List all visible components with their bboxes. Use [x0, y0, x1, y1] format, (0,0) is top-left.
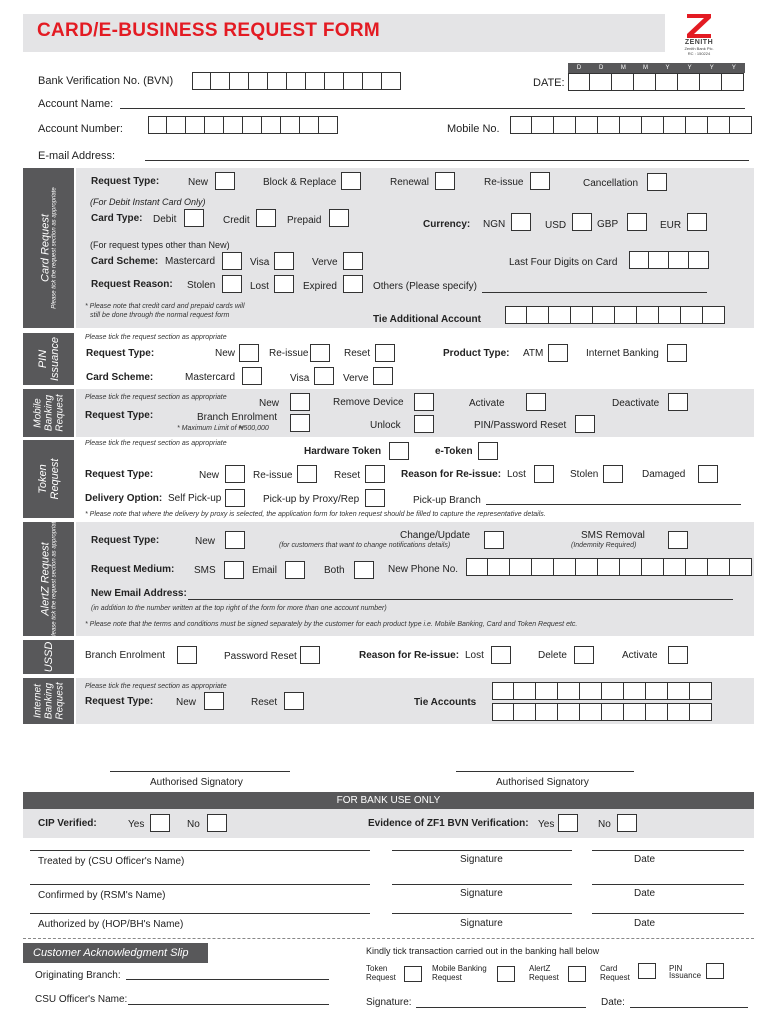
credit-checkbox[interactable]	[256, 209, 276, 227]
ussd-lost-checkbox[interactable]	[491, 646, 511, 664]
mobile-unlock: Unlock	[370, 420, 401, 431]
card-request-type-label: Request Type:	[91, 176, 160, 187]
product-internet-banking: Internet Banking	[586, 348, 659, 359]
card-type-credit: Credit	[223, 215, 250, 226]
token-lost-checkbox[interactable]	[534, 465, 554, 483]
pin-mastercard: Mastercard	[185, 372, 236, 383]
currency-usd: USD	[545, 220, 567, 231]
card-scheme-label: Card Scheme:	[91, 256, 159, 267]
authorized-signature-label: Signature	[460, 918, 503, 929]
change-update-checkbox[interactable]	[484, 531, 504, 549]
pin-verve: Verve	[343, 373, 369, 384]
etoken-checkbox[interactable]	[478, 442, 498, 460]
treated-by-field[interactable]	[30, 850, 370, 851]
confirmed-date-label: Date	[634, 888, 656, 899]
signatory-left-line[interactable]	[110, 771, 290, 772]
csu-officer-field[interactable]	[128, 1004, 329, 1005]
ussd-activate-checkbox[interactable]	[668, 646, 688, 664]
card-block-checkbox[interactable]	[341, 172, 361, 190]
confirmed-date-field[interactable]	[592, 884, 744, 885]
token-stolen-checkbox[interactable]	[603, 465, 623, 483]
prepaid-checkbox[interactable]	[329, 209, 349, 227]
cip-yes: Yes	[128, 819, 145, 830]
mobile-input[interactable]	[510, 116, 752, 134]
date-letter: D	[576, 65, 582, 71]
request-medium-label: Request Medium:	[91, 564, 175, 575]
delivery-label: Delivery Option:	[85, 493, 163, 504]
authorized-date-field[interactable]	[592, 913, 744, 914]
others-field[interactable]	[482, 292, 707, 293]
slip-title-bar	[23, 943, 208, 963]
expired-checkbox[interactable]	[343, 275, 363, 293]
pin-new-checkbox[interactable]	[239, 344, 259, 362]
logo-sub1: Zenith Bank Plc.	[684, 46, 714, 51]
card-type-debit: Debit	[153, 214, 177, 225]
card-opt-renewal: Renewal	[390, 177, 429, 188]
slip-signature-label: Signature:	[366, 997, 412, 1008]
usd-checkbox[interactable]	[572, 213, 592, 231]
zenith-z-icon	[684, 13, 714, 39]
evidence-no-checkbox[interactable]	[617, 814, 637, 832]
token-side	[23, 440, 74, 518]
pin-opt-reissue: Re-issue	[269, 348, 309, 359]
account-name-label: Account Name:	[38, 98, 114, 110]
slip-date-label: Date:	[601, 997, 625, 1008]
eur-checkbox[interactable]	[687, 213, 707, 231]
pin-card-scheme-label: Card Scheme:	[86, 372, 154, 383]
mobile-activate-checkbox[interactable]	[526, 393, 546, 411]
internet-opt-reset: Reset	[251, 697, 278, 708]
pin-opt-new: New	[215, 348, 236, 359]
signatory-right-line[interactable]	[456, 771, 634, 772]
both-checkbox[interactable]	[354, 561, 374, 579]
alertz-email-note: (in addition to the number written at the top right of the form for more than one account number)	[91, 605, 387, 612]
unlock-checkbox[interactable]	[414, 415, 434, 433]
card-opt-new: New	[188, 177, 209, 188]
currency-label: Currency:	[423, 219, 471, 230]
pin-mastercard-checkbox[interactable]	[242, 367, 262, 385]
new-phone-label: New Phone No.	[388, 564, 459, 575]
reason-lost: Lost	[250, 281, 269, 292]
token-damaged-checkbox[interactable]	[698, 465, 718, 483]
ussd-branch-checkbox[interactable]	[177, 646, 197, 664]
token-note: Please tick the request section as appropriate	[85, 440, 227, 447]
slip-card-l1: Card	[600, 964, 618, 973]
cip-verified-label: CIP Verified:	[38, 818, 97, 829]
card-note-2: still be done through the normal request form	[90, 312, 230, 319]
tie-account-label: Tie Additional Account	[373, 314, 481, 325]
bvn-label: Bank Verification No. (BVN)	[38, 75, 174, 87]
pin-note: Please tick the request section as appropriate	[85, 334, 227, 341]
account-number-label: Account Number:	[38, 123, 123, 135]
bank-use-header	[23, 792, 754, 809]
card-new-checkbox[interactable]	[215, 172, 235, 190]
treated-by-label: Treated by (CSU Officer's Name)	[38, 856, 185, 867]
pin-request-type-label: Request Type:	[86, 348, 155, 359]
card-opt-reissue: Re-issue	[484, 177, 524, 188]
pin-reissue-checkbox[interactable]	[310, 344, 330, 362]
mobile-opt-new: New	[259, 398, 280, 409]
proxy-pickup-checkbox[interactable]	[365, 489, 385, 507]
signatory-right-label: Authorised Signatory	[496, 777, 589, 788]
others-label: Others (Please specify)	[373, 281, 477, 292]
slip-instruction: Kindly tick transaction carried out in the banking hall below	[366, 946, 600, 956]
authorized-signature-field[interactable]	[392, 913, 572, 914]
hardware-token-checkbox[interactable]	[389, 442, 409, 460]
confirmed-signature-label: Signature	[460, 888, 503, 899]
remove-device-checkbox[interactable]	[414, 393, 434, 411]
token-side-title: Token Request	[36, 458, 61, 500]
visa-checkbox[interactable]	[274, 252, 294, 270]
date-letter: M	[620, 65, 626, 71]
bvn-input[interactable]	[192, 72, 401, 90]
logo-text: ZENITH	[684, 39, 714, 46]
mobile-new-checkbox[interactable]	[290, 393, 310, 411]
ngn-checkbox[interactable]	[511, 213, 531, 231]
ussd-password-reset-checkbox[interactable]	[300, 646, 320, 664]
gbp-checkbox[interactable]	[627, 213, 647, 231]
alertz-request-type-label: Request Type:	[91, 535, 160, 546]
branch-enrolment-checkbox[interactable]	[290, 414, 310, 432]
ussd-delete-checkbox[interactable]	[574, 646, 594, 664]
date-input[interactable]	[568, 73, 744, 91]
zenith-logo	[676, 13, 722, 65]
evidence-yes-checkbox[interactable]	[558, 814, 578, 832]
ussd-side-title: USSD	[42, 641, 55, 673]
token-footnote: * Please note that where the delivery by proxy is selected, the application form for token request should be filled to capture the representative details.	[85, 511, 546, 518]
email-label: E-mail Address:	[38, 150, 116, 162]
alertz-side-title: AlertZ Request	[39, 542, 51, 616]
slip-pin-l2: Issuance	[669, 971, 702, 980]
pin-opt-reset: Reset	[344, 348, 371, 359]
mobile-side-title: Mobile Banking Request	[32, 394, 65, 432]
token-new-checkbox[interactable]	[225, 465, 245, 483]
lost-checkbox[interactable]	[274, 275, 294, 293]
token-opt-new: New	[199, 470, 220, 481]
alertz-change-note: (for customers that want to change notifications details)	[279, 542, 451, 549]
confirmed-by-field[interactable]	[30, 884, 370, 885]
mastercard-checkbox[interactable]	[222, 252, 242, 270]
token-reason-label: Reason for Re-issue:	[401, 469, 502, 480]
currency-eur: EUR	[660, 220, 682, 231]
mobile-max-limit: * Maximum Limit of ₦500,000	[177, 425, 269, 432]
slip-date-field[interactable]	[630, 1007, 748, 1008]
internet-opt-new: New	[176, 697, 197, 708]
internet-side-title: Internet Banking Request	[32, 682, 65, 720]
date-letter: Y	[687, 65, 692, 71]
request-reason-label: Request Reason:	[91, 279, 173, 290]
debit-checkbox[interactable]	[184, 209, 204, 227]
pin-visa-checkbox[interactable]	[314, 367, 334, 385]
originating-branch-field[interactable]	[126, 979, 329, 980]
tie-account-input[interactable]	[505, 306, 725, 324]
scheme-visa: Visa	[250, 257, 270, 268]
slip-token-checkbox[interactable]	[404, 966, 422, 982]
card-cancellation-checkbox[interactable]	[647, 173, 667, 191]
verve-checkbox[interactable]	[343, 252, 363, 270]
pin-password-reset-checkbox[interactable]	[575, 415, 595, 433]
card-opt-cancellation: Cancellation	[583, 178, 639, 189]
pin-verve-checkbox[interactable]	[373, 367, 393, 385]
alertz-new-checkbox[interactable]	[225, 531, 245, 549]
mobile-pin-reset: PIN/Password Reset	[474, 420, 567, 431]
slip-token-l1: Token	[366, 964, 388, 973]
sms-checkbox[interactable]	[224, 561, 244, 579]
ussd-reason-lost: Lost	[465, 650, 484, 661]
pin-visa: Visa	[290, 373, 310, 384]
slip-pin-l1: PIN	[669, 964, 683, 973]
alertz-new: New	[195, 536, 216, 547]
account-number-input[interactable]	[148, 116, 338, 134]
mobile-note: Please tick the request section as appropriate	[85, 394, 227, 401]
token-opt-reissue: Re-issue	[253, 470, 293, 481]
mobile-opt-deactivate: Deactivate	[612, 398, 660, 409]
currency-gbp: GBP	[597, 219, 619, 230]
pin-side-title: PIN Issuance	[36, 336, 61, 382]
confirmed-by-label: Confirmed by (RSM's Name)	[38, 890, 166, 901]
slip-pin-checkbox[interactable]	[706, 963, 724, 979]
token-reason-stolen: Stolen	[570, 469, 599, 480]
page-title: CARD/E-BUSINESS REQUEST FORM	[37, 20, 381, 41]
tie-accounts-row-2[interactable]	[492, 703, 712, 721]
token-reason-lost: Lost	[507, 469, 526, 480]
mobile-branch-enrolment: Branch Enrolment	[197, 412, 278, 423]
slip-alertz-checkbox[interactable]	[568, 966, 586, 982]
product-atm: ATM	[523, 348, 544, 359]
delivery-branch: Pick-up Branch	[413, 495, 481, 506]
slip-alertz-l1: AlertZ	[529, 964, 551, 973]
self-pickup-checkbox[interactable]	[225, 489, 245, 507]
mobile-label: Mobile No.	[447, 123, 500, 135]
email-field[interactable]	[145, 160, 749, 161]
last-four-input[interactable]	[629, 251, 709, 269]
hardware-token-label: Hardware Token	[304, 446, 382, 457]
tie-accounts-label: Tie Accounts	[414, 697, 477, 708]
delivery-proxy: Pick-up by Proxy/Rep	[263, 494, 360, 505]
evidence-no: No	[598, 819, 611, 830]
cip-yes-checkbox[interactable]	[150, 814, 170, 832]
token-opt-reset: Reset	[334, 470, 361, 481]
internet-side	[23, 678, 74, 724]
treated-signature-label: Signature	[460, 854, 503, 865]
mobile-opt-remove-device: Remove Device	[333, 397, 404, 408]
alertz-indemnity: (Indemnity Required)	[571, 542, 637, 549]
card-opt-block: Block & Replace	[263, 177, 337, 188]
internet-reset-checkbox[interactable]	[284, 692, 304, 710]
token-reissue-checkbox[interactable]	[297, 465, 317, 483]
slip-mobile-checkbox[interactable]	[497, 966, 515, 982]
card-type-label: Card Type:	[91, 213, 143, 224]
last-four-label: Last Four Digits on Card	[509, 257, 618, 268]
mobile-deactivate-checkbox[interactable]	[668, 393, 688, 411]
date-header-bar	[568, 63, 745, 73]
ussd-reason-delete: Delete	[538, 650, 567, 661]
authorized-by-field[interactable]	[30, 913, 370, 914]
evidence-label: Evidence of ZF1 BVN Verification:	[368, 818, 529, 829]
internet-new-checkbox[interactable]	[204, 692, 224, 710]
confirmed-signature-field[interactable]	[392, 884, 572, 885]
ussd-reason-label: Reason for Re-issue:	[359, 650, 460, 661]
alertz-side-sub: Please tick the request section as appropriate	[51, 518, 57, 640]
slip-mobile-l1: Mobile Banking	[432, 964, 487, 973]
card-type-prepaid: Prepaid	[287, 215, 322, 226]
card-renewal-checkbox[interactable]	[435, 172, 455, 190]
authorized-date-label: Date	[634, 918, 656, 929]
treated-date-label: Date	[634, 854, 656, 865]
pin-side	[23, 333, 74, 385]
mobile-opt-activate: Activate	[469, 398, 505, 409]
slip-alertz-l2: Request	[529, 973, 559, 982]
medium-email: Email	[252, 565, 278, 576]
card-note-1: * Please note that credit card and prepaid cards will	[85, 303, 245, 310]
etoken-label: e-Token	[435, 446, 473, 457]
evidence-yes: Yes	[538, 819, 555, 830]
date-letter: Y	[709, 65, 714, 71]
scheme-mastercard: Mastercard	[165, 256, 216, 267]
internet-banking-checkbox[interactable]	[667, 344, 687, 362]
slip-card-l2: Request	[600, 973, 630, 982]
card-request-side-title: Card Request	[39, 214, 51, 282]
delivery-self: Self Pick-up	[168, 493, 222, 504]
signatory-left-label: Authorised Signatory	[150, 777, 243, 788]
new-email-field[interactable]	[188, 599, 733, 600]
mobile-side	[23, 389, 74, 437]
internet-note: Please tick the request section as appropriate	[85, 683, 227, 690]
pin-reset-checkbox[interactable]	[375, 344, 395, 362]
csu-officer-label: CSU Officer's Name:	[35, 994, 128, 1005]
atm-checkbox[interactable]	[548, 344, 568, 362]
alertz-side	[23, 518, 74, 640]
medium-sms: SMS	[194, 565, 216, 576]
new-email-label: New Email Address:	[91, 588, 187, 599]
token-reason-damaged: Damaged	[642, 469, 686, 480]
token-reset-checkbox[interactable]	[365, 465, 385, 483]
date-letter: D	[599, 65, 604, 71]
date-letter: M	[642, 65, 648, 71]
product-type-label: Product Type:	[443, 348, 510, 359]
pickup-branch-field[interactable]	[486, 504, 741, 505]
internet-request-type-label: Request Type:	[85, 696, 154, 707]
stolen-checkbox[interactable]	[222, 275, 242, 293]
alertz-terms-note: * Please note that the terms and conditions must be signed separately by the customer for each product type i.e. Mobile Banking, Card and Token Request etc.	[85, 621, 578, 628]
slip-cut-line	[23, 938, 754, 939]
alertz-change-update: Change/Update	[400, 530, 471, 541]
debit-note: (For Debit Instant Card Only)	[90, 197, 206, 207]
treated-date-field[interactable]	[592, 850, 744, 851]
scheme-note: (For request types other than New)	[90, 240, 230, 250]
ussd-side	[23, 640, 74, 674]
account-name-field[interactable]	[120, 108, 745, 109]
slip-title: Customer Acknowledgment Slip	[33, 947, 189, 959]
card-reissue-checkbox[interactable]	[530, 172, 550, 190]
reason-expired: Expired	[303, 281, 337, 292]
slip-token-l2: Request	[366, 973, 396, 982]
slip-card-checkbox[interactable]	[638, 963, 656, 979]
treated-signature-field[interactable]	[392, 850, 572, 851]
logo-sub2: RC : 150224	[687, 51, 711, 56]
ussd-reason-activate: Activate	[622, 650, 658, 661]
card-request-side	[23, 168, 74, 328]
date-label: DATE:	[533, 77, 565, 89]
reason-stolen: Stolen	[187, 280, 216, 291]
authorized-by-label: Authorized by (HOP/BH's Name)	[38, 919, 184, 930]
sms-removal-checkbox[interactable]	[668, 531, 688, 549]
slip-mobile-l2: Request	[432, 973, 462, 982]
date-letter: Y	[731, 65, 736, 71]
new-phone-input[interactable]	[466, 558, 752, 576]
cip-no-checkbox[interactable]	[207, 814, 227, 832]
email-checkbox[interactable]	[285, 561, 305, 579]
card-request-side-sub: Please tick the request section as appropriate	[51, 187, 57, 309]
alertz-sms-removal: SMS Removal	[581, 530, 645, 541]
tie-accounts-row-1[interactable]	[492, 682, 712, 700]
ussd-password-reset: Password Reset	[224, 651, 297, 662]
slip-signature-field[interactable]	[416, 1007, 586, 1008]
bank-use-title: FOR BANK USE ONLY	[336, 795, 441, 806]
scheme-verve: Verve	[312, 257, 338, 268]
cip-no: No	[187, 819, 200, 830]
currency-ngn: NGN	[483, 219, 506, 230]
token-request-type-label: Request Type:	[85, 469, 154, 480]
medium-both: Both	[324, 565, 345, 576]
mobile-request-type-label: Request Type:	[85, 410, 154, 421]
originating-branch-label: Originating Branch:	[35, 970, 121, 981]
ussd-branch-enrolment: Branch Enrolment	[85, 650, 166, 661]
date-letter: Y	[665, 65, 670, 71]
